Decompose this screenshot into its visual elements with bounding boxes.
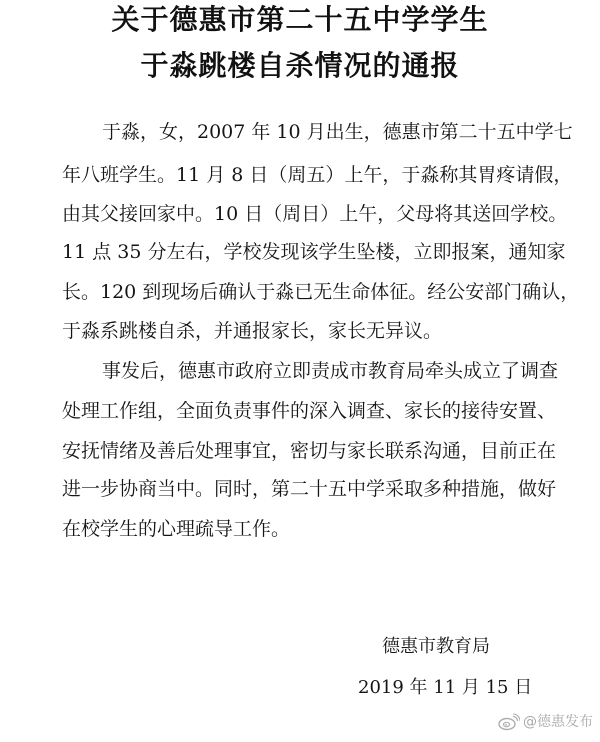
document-title-line-2: 于淼跳楼自杀情况的通报 — [140, 49, 460, 82]
paragraph-2-line-4: 进一步协商当中。同时，第二十五中学采取多种措施，做好 — [62, 478, 557, 500]
paragraph-1-line-5: 长。120 到现场后确认于淼已无生命体征。经公安部门确认， — [62, 281, 580, 303]
document-title-line-1: 关于德惠市第二十五中学学生 — [111, 3, 489, 36]
weibo-icon — [498, 713, 520, 731]
paragraph-1-line-3: 由其父接回家中。10 日（周日）上午，父母将其送回学校。 — [62, 203, 568, 225]
paragraph-1-line-4: 11 点 35 分左右，学校发现该学生坠楼，立即报案，通知家 — [62, 241, 566, 263]
issue-date: 2019 年 11 月 15 日 — [358, 677, 533, 698]
paragraph-1-line-2: 年八班学生。11 月 8 日（周五）上午，于淼称其胃疼请假， — [62, 164, 573, 186]
paragraph-2-line-3: 安抚情绪及善后处理事宜，密切与家长联系沟通，目前正在 — [62, 440, 557, 462]
paragraph-1-line-6: 于淼系跳楼自杀，并通报家长，家长无异议。 — [62, 320, 443, 342]
issuing-organization: 德惠市教育局 — [382, 636, 490, 657]
paragraph-1-line-1: 于淼，女，2007 年 10 月出生，德惠市第二十五中学七 — [102, 121, 573, 143]
weibo-watermark — [498, 713, 593, 731]
watermark-text: @德惠发布 — [523, 714, 593, 730]
paragraph-2-line-5: 在校学生的心理疏导工作。 — [62, 518, 291, 540]
paragraph-2-line-2: 处理工作组，全面负责事件的深入调查、家长的接待安置、 — [62, 400, 557, 422]
paragraph-2-line-1: 事发后，德惠市政府立即责成市教育局牵头成立了调查 — [102, 360, 559, 382]
